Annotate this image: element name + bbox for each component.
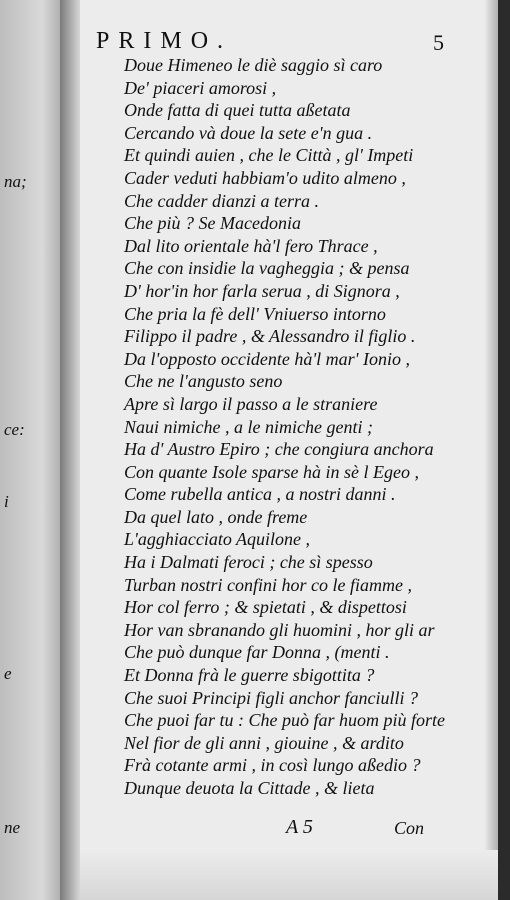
verse-line: Et Donna frà le guerre sbigottita ? — [124, 665, 375, 686]
catchword: Con — [394, 818, 425, 838]
verse-line: Che ne l'angusto seno — [124, 371, 283, 392]
page-number: 5 — [433, 30, 444, 55]
verse-line: Che cadder dianzi a terra . — [124, 190, 319, 211]
verse-line: D' hor'in hor farla serua , di Signora , — [124, 280, 400, 301]
verse-line: Che puoi far tu : Che può far huom più forte — [124, 710, 445, 731]
verse-line: Hor van sbranando gli huomini , hor gli ar — [124, 619, 435, 640]
verse-line: Doue Himeneo le diè saggio sì caro — [124, 55, 383, 75]
facing-page-fragment: ce: — [4, 420, 25, 439]
facing-page-fragment: na; — [4, 172, 27, 191]
verse-line: Onde fatta di quei tutta aßetata — [124, 100, 351, 121]
verse-line: Con quante Isole sparse hà in sè l Egeo , — [124, 461, 419, 482]
verse-line: Che pria la fè dell' Vniuerso intorno — [124, 303, 386, 324]
verse-line: Ha d' Austro Epiro ; che congiura anchora — [124, 439, 434, 460]
verse-line: Cader veduti habbiam'o udito almeno , — [124, 167, 406, 188]
running-head: PRIMO. — [96, 28, 233, 54]
verse-line: Che più ? Se Macedonia — [124, 213, 301, 234]
verse-line: Come rubella antica , a nostri danni . — [124, 484, 396, 505]
verse-line: Che può dunque far Donna , (menti . — [124, 642, 390, 663]
verse-line: Et quindi auien , che le Città , gl' Impeti — [124, 145, 414, 166]
verse-line: Che suoi Principi figli anchor fanciulli ? — [124, 687, 418, 708]
facing-page-fragment: i — [4, 492, 9, 511]
verse-line: Nel fior de gli anni , giouine , & ardito — [124, 732, 404, 753]
verse-line: Ha i Dalmati feroci ; che sì spesso — [124, 552, 373, 573]
verse-line: De' piaceri amorosi , — [124, 77, 277, 98]
verse-line: Cercando và doue la sete e'n gua . — [124, 122, 373, 143]
verse-line: Turban nostri confini hor co le fiamme , — [124, 574, 412, 595]
verse-line: L'agghiacciato Aquilone , — [124, 529, 311, 550]
verse-block — [124, 54, 444, 800]
verse-line: Filippo il padre , & Alessandro il figlio . — [124, 326, 416, 347]
verse-line: Hor col ferro ; & spietati , & dispettosi — [124, 597, 407, 618]
facing-page-fragment: e — [4, 664, 12, 683]
facing-page-fragment: ne — [4, 818, 21, 837]
verse-line: Da l'opposto occidente hà'l mar' Ionio , — [124, 348, 411, 369]
verse-line: Dal lito orientale hà'l fero Thrace , — [124, 235, 378, 256]
signature-mark: A 5 — [286, 816, 313, 838]
page-bottom — [80, 850, 498, 900]
verse-line: Dunque deuota la Cittade , & lieta — [124, 778, 375, 798]
verse-line: Da quel lato , onde freme — [124, 506, 308, 527]
verse-line: Che con insidie la vagheggia ; & pensa — [124, 258, 410, 279]
verse-line: Apre sì largo il passo a le straniere — [124, 393, 378, 414]
verse-line: Frà cotante armi , in così lungo aßedio ? — [124, 755, 421, 776]
verse-line: Naui nimiche , a le nimiche genti ; — [124, 416, 373, 437]
